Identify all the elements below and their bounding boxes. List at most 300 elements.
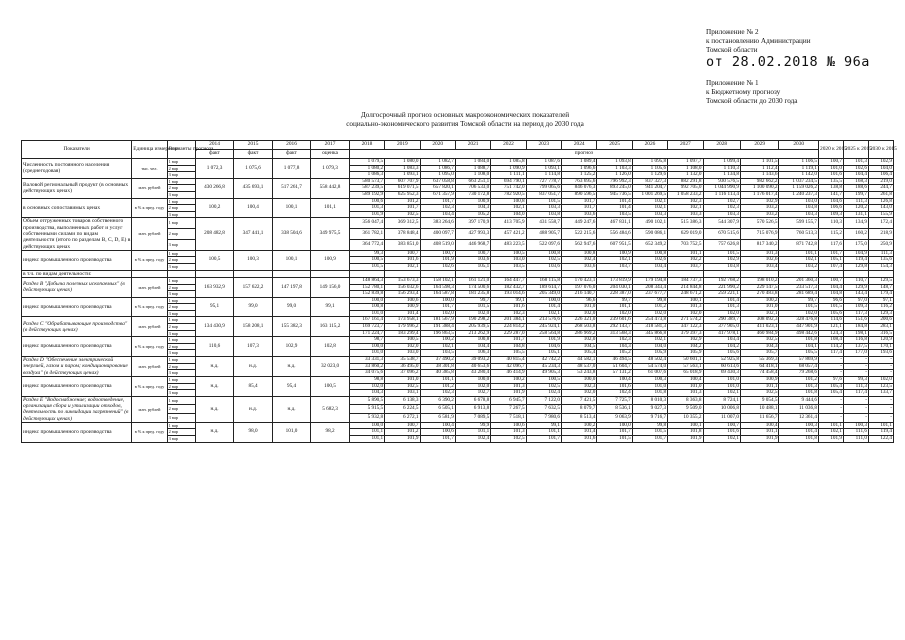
forecast-value: 221 990,2 — [703, 284, 740, 291]
forecast-value: 100,2 — [420, 337, 455, 344]
fact-value: 430 266,8 — [195, 178, 234, 198]
unit-cell: млн. рублей — [132, 178, 167, 198]
forecast-value: 1 240 237,3 — [779, 191, 819, 198]
ratio-value: - — [843, 414, 868, 423]
ratio-value: 143,0 — [868, 205, 893, 212]
forecast-value: 589 192,9 — [349, 191, 384, 198]
forecast-value: 101,5 — [632, 429, 667, 436]
forecast-value: 8 010,3 — [632, 396, 667, 405]
indicator-name: Объем отгруженных товаров собственного производства, выполненных работ и услуг собственными силами по видам деятельности (итого по разделам B, C, D, E) в действующих ценах — [23, 218, 131, 250]
fact-value: 99,0 — [234, 297, 273, 317]
fact-value: 32 023,0 — [311, 357, 350, 377]
forecast-value: 100,2 — [562, 422, 597, 429]
ratio-value: 116,8 — [843, 337, 868, 344]
forecast-value: 1 176 017,4 — [740, 191, 779, 198]
forecast-value: 101,1 — [740, 429, 779, 436]
ratio-value: - — [819, 357, 844, 364]
fact-value: 517 261,7 — [272, 178, 311, 198]
forecast-value: 383 264,6 — [420, 218, 455, 229]
forecast-value: 104,2 — [668, 343, 703, 350]
forecast-value: 7 518,1 — [491, 414, 526, 423]
forecast-value: 281 689,4 — [779, 291, 819, 298]
empty-cell — [234, 270, 273, 277]
forecast-value: 102,3 — [491, 310, 526, 317]
forecast-value: 99,8 — [632, 422, 667, 429]
variant-cell: 2 вар — [167, 383, 195, 390]
variant-cell: 3 вар — [167, 330, 195, 337]
forecast-value: 9 054,5 — [740, 396, 779, 405]
forecast-value: 99,7 — [597, 297, 632, 304]
forecast-value: 1 111,1 — [491, 172, 526, 179]
forecast-value: 213 262,9 — [455, 330, 490, 337]
forecast-value: 599 155,7 — [779, 218, 819, 229]
forecast-value: 213 576,6 — [526, 317, 561, 324]
indicator-name: Раздел B "Добыча полезных ископаемых" (в действующих ценах) — [22, 277, 132, 297]
forecast-value: 102,1 — [597, 257, 632, 264]
forecast-value: 102,4 — [562, 257, 597, 264]
fact-value: 99,0 — [272, 297, 311, 317]
ratio-value: - — [819, 363, 844, 370]
forecast-value: 100,0 — [526, 297, 561, 304]
forecast-value: 99,7 — [779, 297, 819, 304]
forecast-value: 1 101,5 — [740, 159, 779, 166]
variant-cell: 2 вар — [167, 257, 195, 264]
forecast-value: 102,5 — [526, 383, 561, 390]
forecast-value: 431 558,7 — [526, 218, 561, 229]
variant-cell: 2 вар — [167, 165, 195, 172]
forecast-value: 104,0 — [632, 343, 667, 350]
indicator-name: индекс промышленного производства — [22, 376, 132, 396]
ratio-value: 117,4 — [843, 390, 868, 397]
forecast-value: 882 291,8 — [668, 178, 703, 185]
forecast-value: 101,5 — [703, 250, 740, 257]
forecast-value: 101,0 — [668, 383, 703, 390]
ratio-value: 133,7 — [868, 390, 893, 397]
ratio-value: 283,1 — [868, 324, 893, 331]
ratio-value: 119,4 — [843, 257, 868, 264]
forecast-value: 101,1 — [420, 376, 455, 383]
forecast-value: 101,1 — [597, 304, 632, 311]
indicator-name: Численность постоянного населения (среднегодовая) — [22, 159, 132, 179]
forecast-value: 629 019,0 — [668, 229, 703, 240]
variant-cell: 1 вар — [167, 277, 195, 284]
forecast-value: 100,3 — [779, 422, 819, 429]
ratio-value: 121,1 — [819, 324, 844, 331]
forecast-value: 102,9 — [740, 198, 779, 205]
forecast-value: 105,4 — [562, 350, 597, 357]
forecast-value: 10 488,1 — [740, 405, 779, 414]
forecast-value: 715 076,9 — [740, 229, 779, 240]
ratio-value: - — [819, 396, 844, 405]
variant-cell: 2 вар — [167, 185, 195, 192]
forecast-value: 156 032,6 — [385, 284, 420, 291]
forecast-value: 102,5 — [526, 257, 561, 264]
header-line: к постановлению Администрации — [706, 37, 811, 45]
variant-cell: 2 вар — [167, 284, 195, 291]
forecast-value: 308 092,3 — [740, 317, 779, 324]
forecast-value: 100,7 — [385, 422, 420, 429]
forecast-value: 48 537,0 — [562, 363, 597, 370]
forecast-value: 796 992,3 — [597, 178, 632, 185]
ratio-value: - — [843, 405, 868, 414]
forecast-value: 1 100 090,2 — [740, 185, 779, 192]
variant-cell: 3 вар — [167, 291, 195, 298]
forecast-value: 760 513,3 — [779, 229, 819, 240]
forecast-value: 657 820,1 — [420, 185, 455, 192]
forecast-value: 1 099,4 — [703, 159, 740, 166]
fact-value: 85,4 — [234, 376, 273, 396]
forecast-value: 290 389,7 — [703, 317, 740, 324]
forecast-value: 837 327,3 — [632, 178, 667, 185]
header-year: 2022 — [491, 141, 526, 150]
forecast-value: 48 502,4 — [632, 357, 667, 364]
ratio-value: 151,6 — [843, 317, 868, 324]
forecast-value: 60 613,6 — [703, 363, 740, 370]
forecast-value: 544 307,9 — [703, 218, 740, 229]
forecast-value: 607 951,5 — [597, 240, 632, 251]
fact-value: 98,2 — [311, 422, 350, 442]
forecast-value: 1 112,4 — [740, 165, 779, 172]
forecast-value: 57 131,2 — [597, 370, 632, 377]
fact-value: 5 682,3 — [311, 396, 350, 422]
forecast-value: 730 172,8 — [455, 191, 490, 198]
forecast-value: 46 494,5 — [597, 357, 632, 364]
ratio-value: 137,5 — [843, 343, 868, 350]
ratio-value: 100,7 — [819, 159, 844, 166]
ratio-value: 129,9 — [843, 284, 868, 291]
forecast-value: 33 860,2 — [349, 363, 384, 370]
forecast-value: 201 384,1 — [491, 317, 526, 324]
forecast-value: 100,1 — [668, 422, 703, 429]
forecast-value: 101,9 — [526, 337, 561, 344]
forecast-value: 182 432,7 — [491, 284, 526, 291]
forecast-value: 101,2 — [779, 376, 819, 383]
forecast-value: 36 495,0 — [385, 363, 420, 370]
forecast-value: 228 387,0 — [597, 291, 632, 298]
forecast-value: 11 656,7 — [740, 414, 779, 423]
forecast-value: 1 001 269,5 — [632, 191, 667, 198]
forecast-value: 101,1 — [455, 429, 490, 436]
forecast-value: 101,2 — [385, 198, 420, 205]
header-line: Приложение № 2 — [706, 28, 759, 36]
forecast-value: 101,4 — [703, 297, 740, 304]
forecast-value: 216 140,7 — [562, 291, 597, 298]
header-fact: факт — [195, 150, 234, 159]
forecast-value: 100,9 — [740, 376, 779, 383]
forecast-value: 100,7 — [703, 422, 740, 429]
forecast-value: 8 513,4 — [562, 414, 597, 423]
forecast-value: 1 080,0 — [385, 159, 420, 166]
forecast-value: 9 027,3 — [632, 405, 667, 414]
forecast-value: 102,5 — [740, 337, 779, 344]
ratio-value: 129,8 — [843, 264, 868, 271]
header-year: 2015 — [234, 141, 273, 150]
forecast-value: 1 089,4 — [562, 159, 597, 166]
forecast-value: 587 239,5 — [349, 185, 384, 192]
forecast-value: 1 058 233,2 — [668, 191, 703, 198]
ratio-value: 116,2 — [868, 304, 893, 311]
forecast-value: 99,3 — [349, 250, 384, 257]
indicator-name: индекс промышленного производства — [22, 250, 132, 270]
empty-cell — [167, 270, 195, 277]
ratio-value: 105,4 — [819, 390, 844, 397]
variant-cell: 2 вар — [167, 205, 195, 212]
forecast-value: 1 083,3 — [385, 165, 420, 172]
ratio-value: 172,4 — [868, 218, 893, 229]
ratio-value: 114,2 — [819, 343, 844, 350]
forecast-value: 1 093,8 — [597, 159, 632, 166]
forecast-value: 101,2 — [632, 304, 667, 311]
forecast-value: 101,8 — [779, 436, 819, 443]
forecast-value: 164 587,8 — [420, 291, 455, 298]
ratio-value: - — [843, 396, 868, 405]
forecast-value: 102,1 — [526, 310, 561, 317]
forecast-value: 103,3 — [526, 205, 561, 212]
forecast-value: 449 247,6 — [562, 218, 597, 229]
ratio-value: 218,9 — [868, 229, 893, 240]
fact-value: н.д. — [195, 422, 234, 442]
header-date-number: от 28.02.2018 № 96а — [706, 54, 870, 70]
fact-value: 98,0 — [234, 422, 273, 442]
forecast-value: 101,1 — [779, 250, 819, 257]
ratio-value: 115,2 — [819, 229, 844, 240]
forecast-value: 46 414,9 — [491, 370, 526, 377]
forecast-value: 427 993,3 — [455, 229, 490, 240]
ratio-value: 154,3 — [868, 264, 893, 271]
forecast-value: 562 947,6 — [562, 240, 597, 251]
forecast-value: 103,3 — [779, 211, 819, 218]
forecast-value: 103,8 — [779, 205, 819, 212]
forecast-value: 245 924,1 — [526, 324, 561, 331]
ratio-value: 117,6 — [819, 240, 844, 251]
forecast-value: 1 095,0 — [420, 172, 455, 179]
header-line: Томской области до 2030 года — [706, 97, 798, 105]
forecast-value: 8 363,8 — [668, 396, 703, 405]
title-line: Долгосрочный прогноз основных макроэкономических показателей — [360, 111, 570, 119]
ratio-value: 101,5 — [819, 304, 844, 311]
header-year: 2016 — [272, 141, 311, 150]
forecast-value: 1 116 113,4 — [703, 191, 740, 198]
forecast-value: 40 653,6 — [455, 363, 490, 370]
fact-value: 163 932,9 — [195, 277, 234, 297]
forecast-value: 74 458,4 — [740, 370, 779, 377]
fact-value: 134 430,9 — [195, 317, 234, 337]
forecast-value: 103,4 — [632, 264, 667, 271]
fact-value: 101,0 — [272, 422, 311, 442]
variant-cell: 2 вар — [167, 363, 195, 370]
fact-value: 110,6 — [195, 337, 234, 357]
ratio-value: 102,6 — [843, 165, 868, 172]
forecast-value: 100,4 — [597, 376, 632, 383]
ratio-value: 138,8 — [819, 185, 844, 192]
forecast-value: 103,4 — [703, 337, 740, 344]
ratio-value: 104,9 — [843, 250, 868, 257]
forecast-value: 103,6 — [455, 257, 490, 264]
unit-cell: тыс. чел. — [132, 159, 167, 179]
forecast-value: 103,3 — [703, 211, 740, 218]
ratio-value: 102,9 — [868, 159, 893, 166]
variant-cell: 3 вар — [167, 350, 195, 357]
indicator-name: Раздел D "Обеспечение электрической энергией, газом и паром; кондиционирование воздуха" (в действующих ценах) — [22, 357, 132, 377]
forecast-value: 170 423,1 — [562, 277, 597, 284]
header-year: 2030 — [779, 141, 819, 150]
unit-cell: в % к пред. году — [132, 198, 167, 218]
forecast-value: 40 815,4 — [491, 357, 526, 364]
forecast-value: 1 105,6 — [632, 165, 667, 172]
forecast-value: 930 576,5 — [703, 178, 740, 185]
forecast-value: 102,5 — [385, 211, 420, 218]
unit-cell: в % к пред. году — [132, 297, 167, 317]
ratio-value: 135,5 — [819, 178, 844, 185]
forecast-value: 101,5 — [455, 304, 490, 311]
forecast-value: 103,5 — [491, 264, 526, 271]
forecast-value: 1 134,8 — [703, 172, 740, 179]
forecast-value: 369 312,5 — [385, 218, 420, 229]
forecast-value: 102,0 — [455, 383, 490, 390]
fact-value: н.д. — [234, 396, 273, 422]
indicator-name: в основных сопоставимых ценах — [22, 198, 132, 218]
forecast-value: 61 007,6 — [632, 370, 667, 377]
forecast-value: 100,5 — [349, 257, 384, 264]
forecast-value: 100,6 — [349, 198, 384, 205]
forecast-value: 364 772,4 — [349, 240, 384, 251]
forecast-value: 1 132,0 — [668, 172, 703, 179]
forecast-value: 158 102,1 — [420, 277, 455, 284]
forecast-value: 101,3 — [491, 429, 526, 436]
variant-cell: 3 вар — [167, 240, 195, 251]
header-fact: факт — [234, 150, 273, 159]
forecast-value: 98,7 — [349, 337, 384, 344]
forecast-value: 103,2 — [740, 205, 779, 212]
forecast-value: 580 573,7 — [349, 178, 384, 185]
ratio-value: 105,6 — [819, 310, 844, 317]
forecast-value: 198 010,2 — [740, 277, 779, 284]
forecast-value: 201 360,3 — [779, 277, 819, 284]
forecast-value: 460 984,9 — [740, 330, 779, 337]
variant-cell: 1 вар — [167, 159, 195, 166]
forecast-value: 101,9 — [668, 436, 703, 443]
forecast-value: 101,6 — [703, 429, 740, 436]
forecast-value: 193 014,6 — [491, 291, 526, 298]
approval-header — [706, 28, 870, 106]
forecast-value: 103,3 — [668, 211, 703, 218]
unit-cell: млн. рублей — [132, 317, 167, 337]
forecast-value: 556 484,6 — [597, 229, 632, 240]
forecast-value: 103,3 — [632, 211, 667, 218]
fact-value: н.д. — [272, 396, 311, 422]
ratio-value: 102,1 — [819, 429, 844, 436]
forecast-value: 1 143,6 — [740, 172, 779, 179]
variant-cell: 1 вар — [167, 357, 195, 364]
ratio-value: 244,7 — [868, 185, 893, 192]
forecast-value: 100,0 — [349, 297, 384, 304]
unit-cell: млн. рублей — [132, 277, 167, 297]
variant-cell: 2 вар — [167, 304, 195, 311]
forecast-value: 101,6 — [597, 383, 632, 390]
forecast-value: 102,6 — [740, 257, 779, 264]
ratio-value: - — [868, 405, 893, 414]
forecast-value: 6 913,8 — [455, 405, 490, 414]
forecast-value: 179 996,2 — [385, 324, 420, 331]
forecast-value: 1 096,6 — [562, 165, 597, 172]
fact-value: 157 622,2 — [234, 277, 273, 297]
forecast-value: 197 076,0 — [562, 284, 597, 291]
header-year: 2021 — [455, 141, 490, 150]
forecast-value: 101,1 — [349, 429, 384, 436]
forecast-value: 292 143,7 — [597, 324, 632, 331]
forecast-value: 104,3 — [455, 205, 490, 212]
forecast-value: 191 388,4 — [420, 324, 455, 331]
forecast-value: 79 268,6 — [779, 370, 819, 377]
forecast-value: 164 447,7 — [491, 277, 526, 284]
variant-cell: 1 вар — [167, 218, 195, 229]
header-forecast: прогноз — [349, 150, 818, 159]
forecast-value: 271 574,2 — [668, 317, 703, 324]
forecast-value: 214 844,8 — [668, 284, 703, 291]
forecast-value: 101,7 — [420, 436, 455, 443]
forecast-value: 1 080,2 — [349, 165, 384, 172]
forecast-value: 457 421,2 — [491, 229, 526, 240]
ratio-value: 188,6 — [843, 185, 868, 192]
forecast-value: 846 076,3 — [562, 185, 597, 192]
forecast-value: 6 224,5 — [385, 405, 420, 414]
forecast-value: 103,5 — [420, 350, 455, 357]
forecast-value: 893 245,0 — [597, 185, 632, 192]
forecast-value: 101,4 — [526, 304, 561, 311]
forecast-value: 173 958,1 — [385, 317, 420, 324]
forecast-value: 102,7 — [703, 198, 740, 205]
forecast-value: 105,1 — [455, 264, 490, 271]
forecast-value: 1 082,7 — [420, 159, 455, 166]
forecast-value: 101,3 — [668, 390, 703, 397]
ratio-value: 199,7 — [843, 191, 868, 198]
forecast-value: 229 287,0 — [491, 330, 526, 337]
ratio-value: - — [819, 370, 844, 377]
forecast-value: 103,6 — [526, 264, 561, 271]
ratio-value: 107,4 — [819, 264, 844, 271]
empty-cell — [272, 270, 311, 277]
title-line: социально-экономического развития Томской области на период до 2030 года — [346, 119, 584, 128]
forecast-value: 237 677,7 — [632, 291, 667, 298]
forecast-value: 57 869,9 — [779, 357, 819, 364]
forecast-value: 152 839,8 — [349, 291, 384, 298]
ratio-value: 141,7 — [819, 191, 844, 198]
forecast-value: 101,9 — [385, 436, 420, 443]
header-variant: Варианты прогноза — [167, 141, 195, 159]
ratio-value: 122,4 — [868, 436, 893, 443]
forecast-value: 102,4 — [455, 436, 490, 443]
forecast-value: 1 086,3 — [349, 172, 384, 179]
fact-value: 107,3 — [234, 337, 273, 357]
forecast-value: 105,1 — [526, 350, 561, 357]
indicator-name: Раздел C "Обрабатывающие производства" (в действующих ценах) — [22, 317, 132, 337]
forecast-value: 6 138,3 — [385, 396, 420, 405]
forecast-value: 44 582,1 — [562, 357, 597, 364]
indicator-name: Валовой региональный продукт (в основных действующих ценах) — [22, 178, 132, 198]
forecast-value: 33 331,3 — [349, 357, 384, 364]
forecast-value: 782 920,5 — [491, 191, 526, 198]
ratio-value: 110,7 — [843, 277, 868, 284]
forecast-value: 100,7 — [455, 250, 490, 257]
forecast-value: 102,4 — [597, 390, 632, 397]
fact-value: 1 072,3 — [195, 159, 234, 179]
forecast-value: 49 905,3 — [526, 370, 561, 377]
forecast-value: 100,0 — [597, 422, 632, 429]
forecast-value: 101,3 — [779, 383, 819, 390]
forecast-value: 102,9 — [703, 257, 740, 264]
forecast-value: 6 678,8 — [455, 396, 490, 405]
forecast-value: 941 204,7 — [632, 185, 667, 192]
